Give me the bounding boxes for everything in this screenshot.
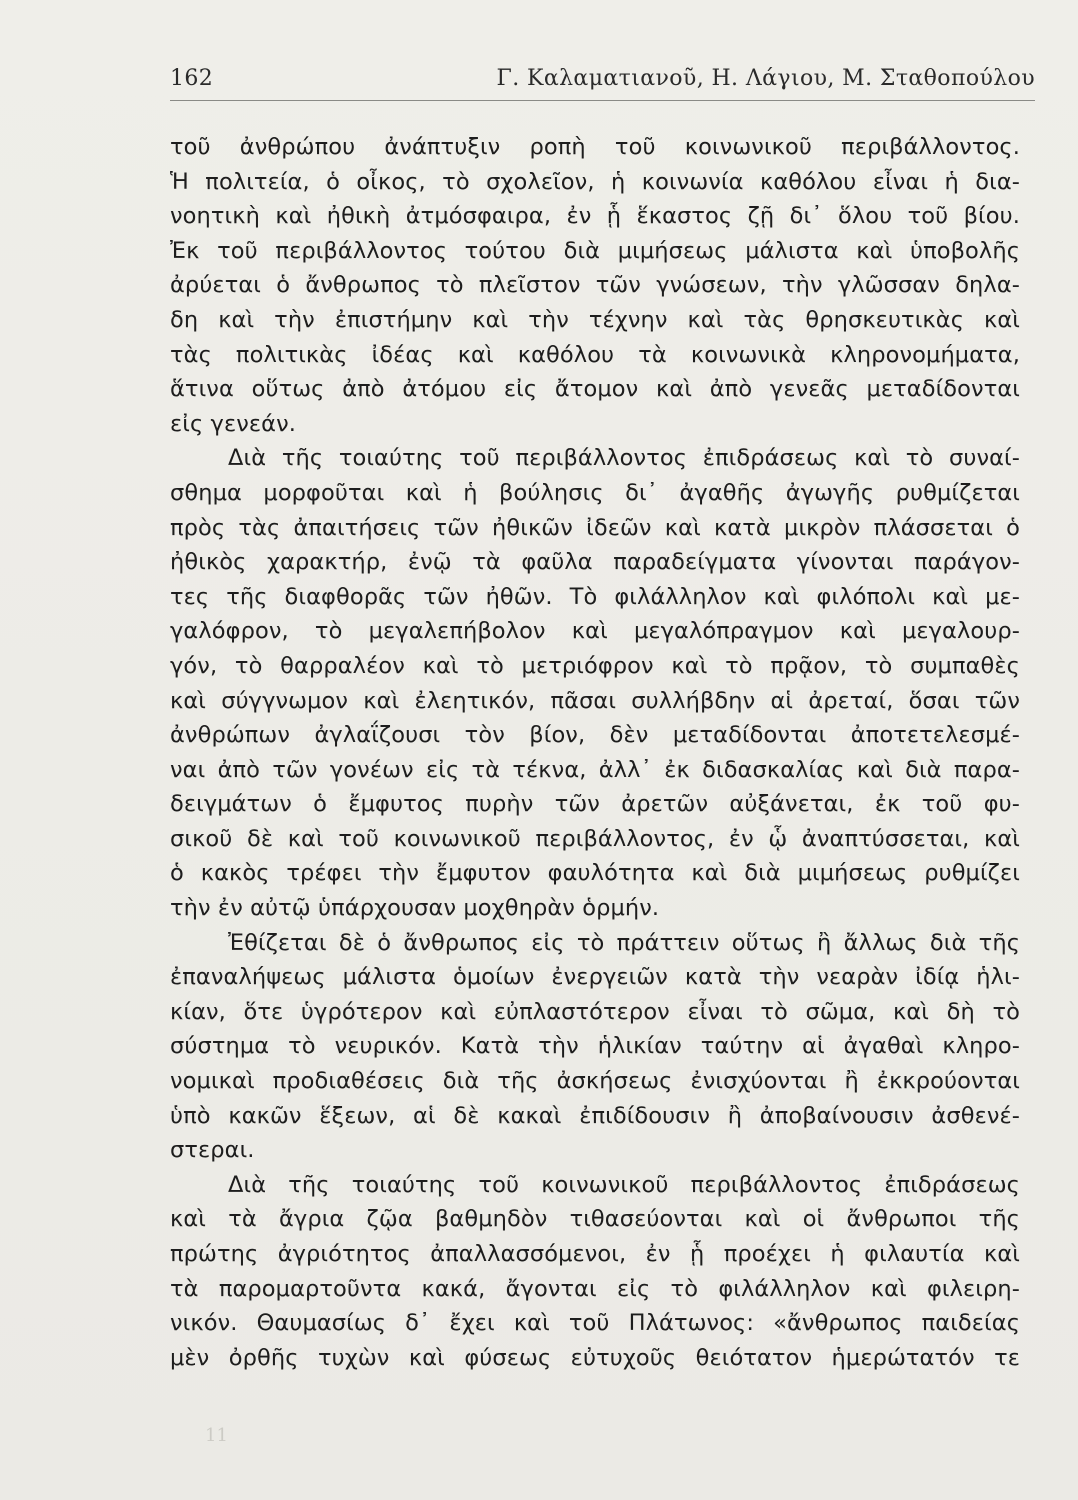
text-line: στεραι.	[170, 1137, 255, 1164]
paragraph-first-line: Ἐθίζεται δὲ ὁ ἄνθρωπος εἰς τὸ πράττειν οὕτως ἢ ἄλλως διὰ τῆς	[228, 929, 1020, 956]
running-head: Γ. Καλαματιανοῦ, Η. Λάγιου, Μ. Σταθοπούλου	[496, 66, 1035, 91]
text-line: Ἐκ τοῦ περιβάλλοντος τούτου διὰ μιμήσεως μάλιστα καὶ ὑποβολῆς	[170, 237, 1020, 264]
text-line: ἐπαναλήψεως μάλιστα ὁμοίων ἐνεργειῶν κατὰ τὴν νεαρὰν ἰδίᾳ ἡλι-	[170, 964, 1020, 991]
text-line: κίαν, ὅτε ὑγρότερον καὶ εὐπλαστότερον εἶναι τὸ σῶμα, καὶ δὴ τὸ	[170, 998, 1020, 1025]
bleed-through-mark: 11	[205, 1425, 228, 1446]
text-line: πρώτης ἀγριότητος ἀπαλλασσόμενοι, ἐν ᾗ προέχει ἡ φιλαυτία καὶ	[170, 1241, 1020, 1267]
text-line: γόν, τὸ θαρραλέον καὶ τὸ μετριόφρον καὶ τὸ πρᾷον, τὸ συμπαθὲς	[170, 652, 1020, 679]
text-line: γαλόφρον, τὸ μεγαλεπήβολον καὶ μεγαλόπραγμον καὶ μεγαλουρ-	[170, 618, 1020, 645]
text-line: εἰς γενεάν.	[170, 410, 296, 437]
text-line: νοητικὴ καὶ ἠθικὴ ἀτμόσφαιρα, ἐν ᾗ ἕκαστος ζῇ δι᾽ ὅλου τοῦ βίου.	[170, 203, 1020, 230]
text-line: ὁ κακὸς τρέφει τὴν ἔμφυτον φαυλότητα καὶ διὰ μιμήσεως ρυθμίζει	[170, 860, 1020, 887]
text-line: τες τῆς διαφθορᾶς τῶν ἠθῶν. Τὸ φιλάλληλον καὶ φιλόπολι καὶ με-	[170, 583, 1020, 610]
text-line: καὶ τὰ ἄγρια ζῷα βαθμηδὸν τιθασεύονται καὶ οἱ ἄνθρωποι τῆς	[170, 1206, 1020, 1233]
text-line: καὶ σύγγνωμον καὶ ἐλεητικόν, πᾶσαι συλλήβδην αἱ ἀρεταί, ὅσαι τῶν	[170, 687, 1020, 714]
header-rule	[170, 100, 1035, 101]
text-line: ἀνθρώπων ἀγλαΐζουσι τὸν βίον, δὲν μεταδίδονται ἀποτετελεσμέ-	[170, 722, 1020, 749]
text-line: Ἡ πολιτεία, ὁ οἶκος, τὸ σχολεῖον, ἡ κοινωνία καθόλου εἶναι ἡ δια-	[170, 168, 1020, 195]
text-line: νομικαὶ προδιαθέσεις διὰ τῆς ἀσκήσεως ἐνισχύονται ἢ ἐκκρούονται	[170, 1068, 1020, 1095]
text-line: ὑπὸ κακῶν ἕξεων, αἱ δὲ κακαὶ ἐπιδίδουσιν ἢ ἀποβαίνουσιν ἀσθενέ-	[170, 1102, 1020, 1129]
text-line: τὴν ἐν αὐτῷ ὑπάρχουσαν μοχθηρὰν ὁρμήν.	[170, 895, 660, 922]
text-line: ἅτινα οὕτως ἀπὸ ἀτόμου εἰς ἄτομον καὶ ἀπὸ γενεᾶς μεταδίδονται	[170, 376, 1020, 403]
text-line: ἠθικὸς χαρακτήρ, ἐνῷ τὰ φαῦλα παραδείγματα γίνονται παράγον-	[170, 549, 1020, 576]
page-header	[170, 66, 1035, 102]
text-line: τὰ παρομαρτοῦντα κακά, ἄγονται εἰς τὸ φιλάλληλον καὶ φιλειρη-	[170, 1275, 1020, 1302]
text-line: μὲν ὀρθῆς τυχὼν καὶ φύσεως εὐτυχοῦς θειότατον ἡμερώτατόν τε	[170, 1344, 1020, 1371]
paragraph-first-line: Διὰ τῆς τοιαύτης τοῦ περιβάλλοντος ἐπιδράσεως καὶ τὸ συναί-	[228, 445, 1020, 472]
body-text	[170, 130, 1020, 1375]
text-line: νικόν. Θαυμασίως δ᾽ ἔχει καὶ τοῦ Πλάτωνος: «ἄνθρωπος παιδείας	[170, 1310, 1020, 1337]
text-line: τὰς πολιτικὰς ἰδέας καὶ καθόλου τὰ κοινωνικὰ κληρονομήματα,	[170, 341, 1020, 368]
text-line: σύστημα τὸ νευρικόν. Κατὰ τὴν ἡλικίαν ταύτην αἱ ἀγαθαὶ κληρο-	[170, 1033, 1020, 1060]
text-line: ἀρύεται ὁ ἄνθρωπος τὸ πλεῖστον τῶν γνώσεων, τὴν γλῶσσαν δηλα-	[170, 272, 1020, 299]
text-line: σθημα μορφοῦται καὶ ἡ βούλησις δι᾽ ἀγαθῆς ἀγωγῆς ρυθμίζεται	[170, 479, 1020, 506]
paragraph-first-line: Διὰ τῆς τοιαύτης τοῦ κοινωνικοῦ περιβάλλοντος ἐπιδράσεως	[228, 1171, 1020, 1198]
text-line: δειγμάτων ὁ ἔμφυτος πυρὴν τῶν ἀρετῶν αὐξάνεται, ἐκ τοῦ φυ-	[170, 791, 1020, 818]
text-line: πρὸς τὰς ἀπαιτήσεις τῶν ἠθικῶν ἰδεῶν καὶ κατὰ μικρὸν πλάσσεται ὁ	[170, 514, 1020, 541]
text-line: ναι ἀπὸ τῶν γονέων εἰς τὰ τέκνα, ἀλλ᾽ ἐκ διδασκαλίας καὶ διὰ παρα-	[170, 756, 1020, 783]
text-line: δη καὶ τὴν ἐπιστήμην καὶ τὴν τέχνην καὶ τὰς θρησκευτικὰς καὶ	[170, 306, 1020, 333]
text-line: τοῦ ἀνθρώπου ἀνάπτυξιν ροπὴ τοῦ κοινωνικοῦ περιβάλλοντος.	[170, 134, 1020, 160]
text-line: σικοῦ δὲ καὶ τοῦ κοινωνικοῦ περιβάλλοντος, ἐν ᾧ ἀναπτύσσεται, καὶ	[170, 825, 1020, 852]
page-number: 162	[170, 66, 214, 91]
